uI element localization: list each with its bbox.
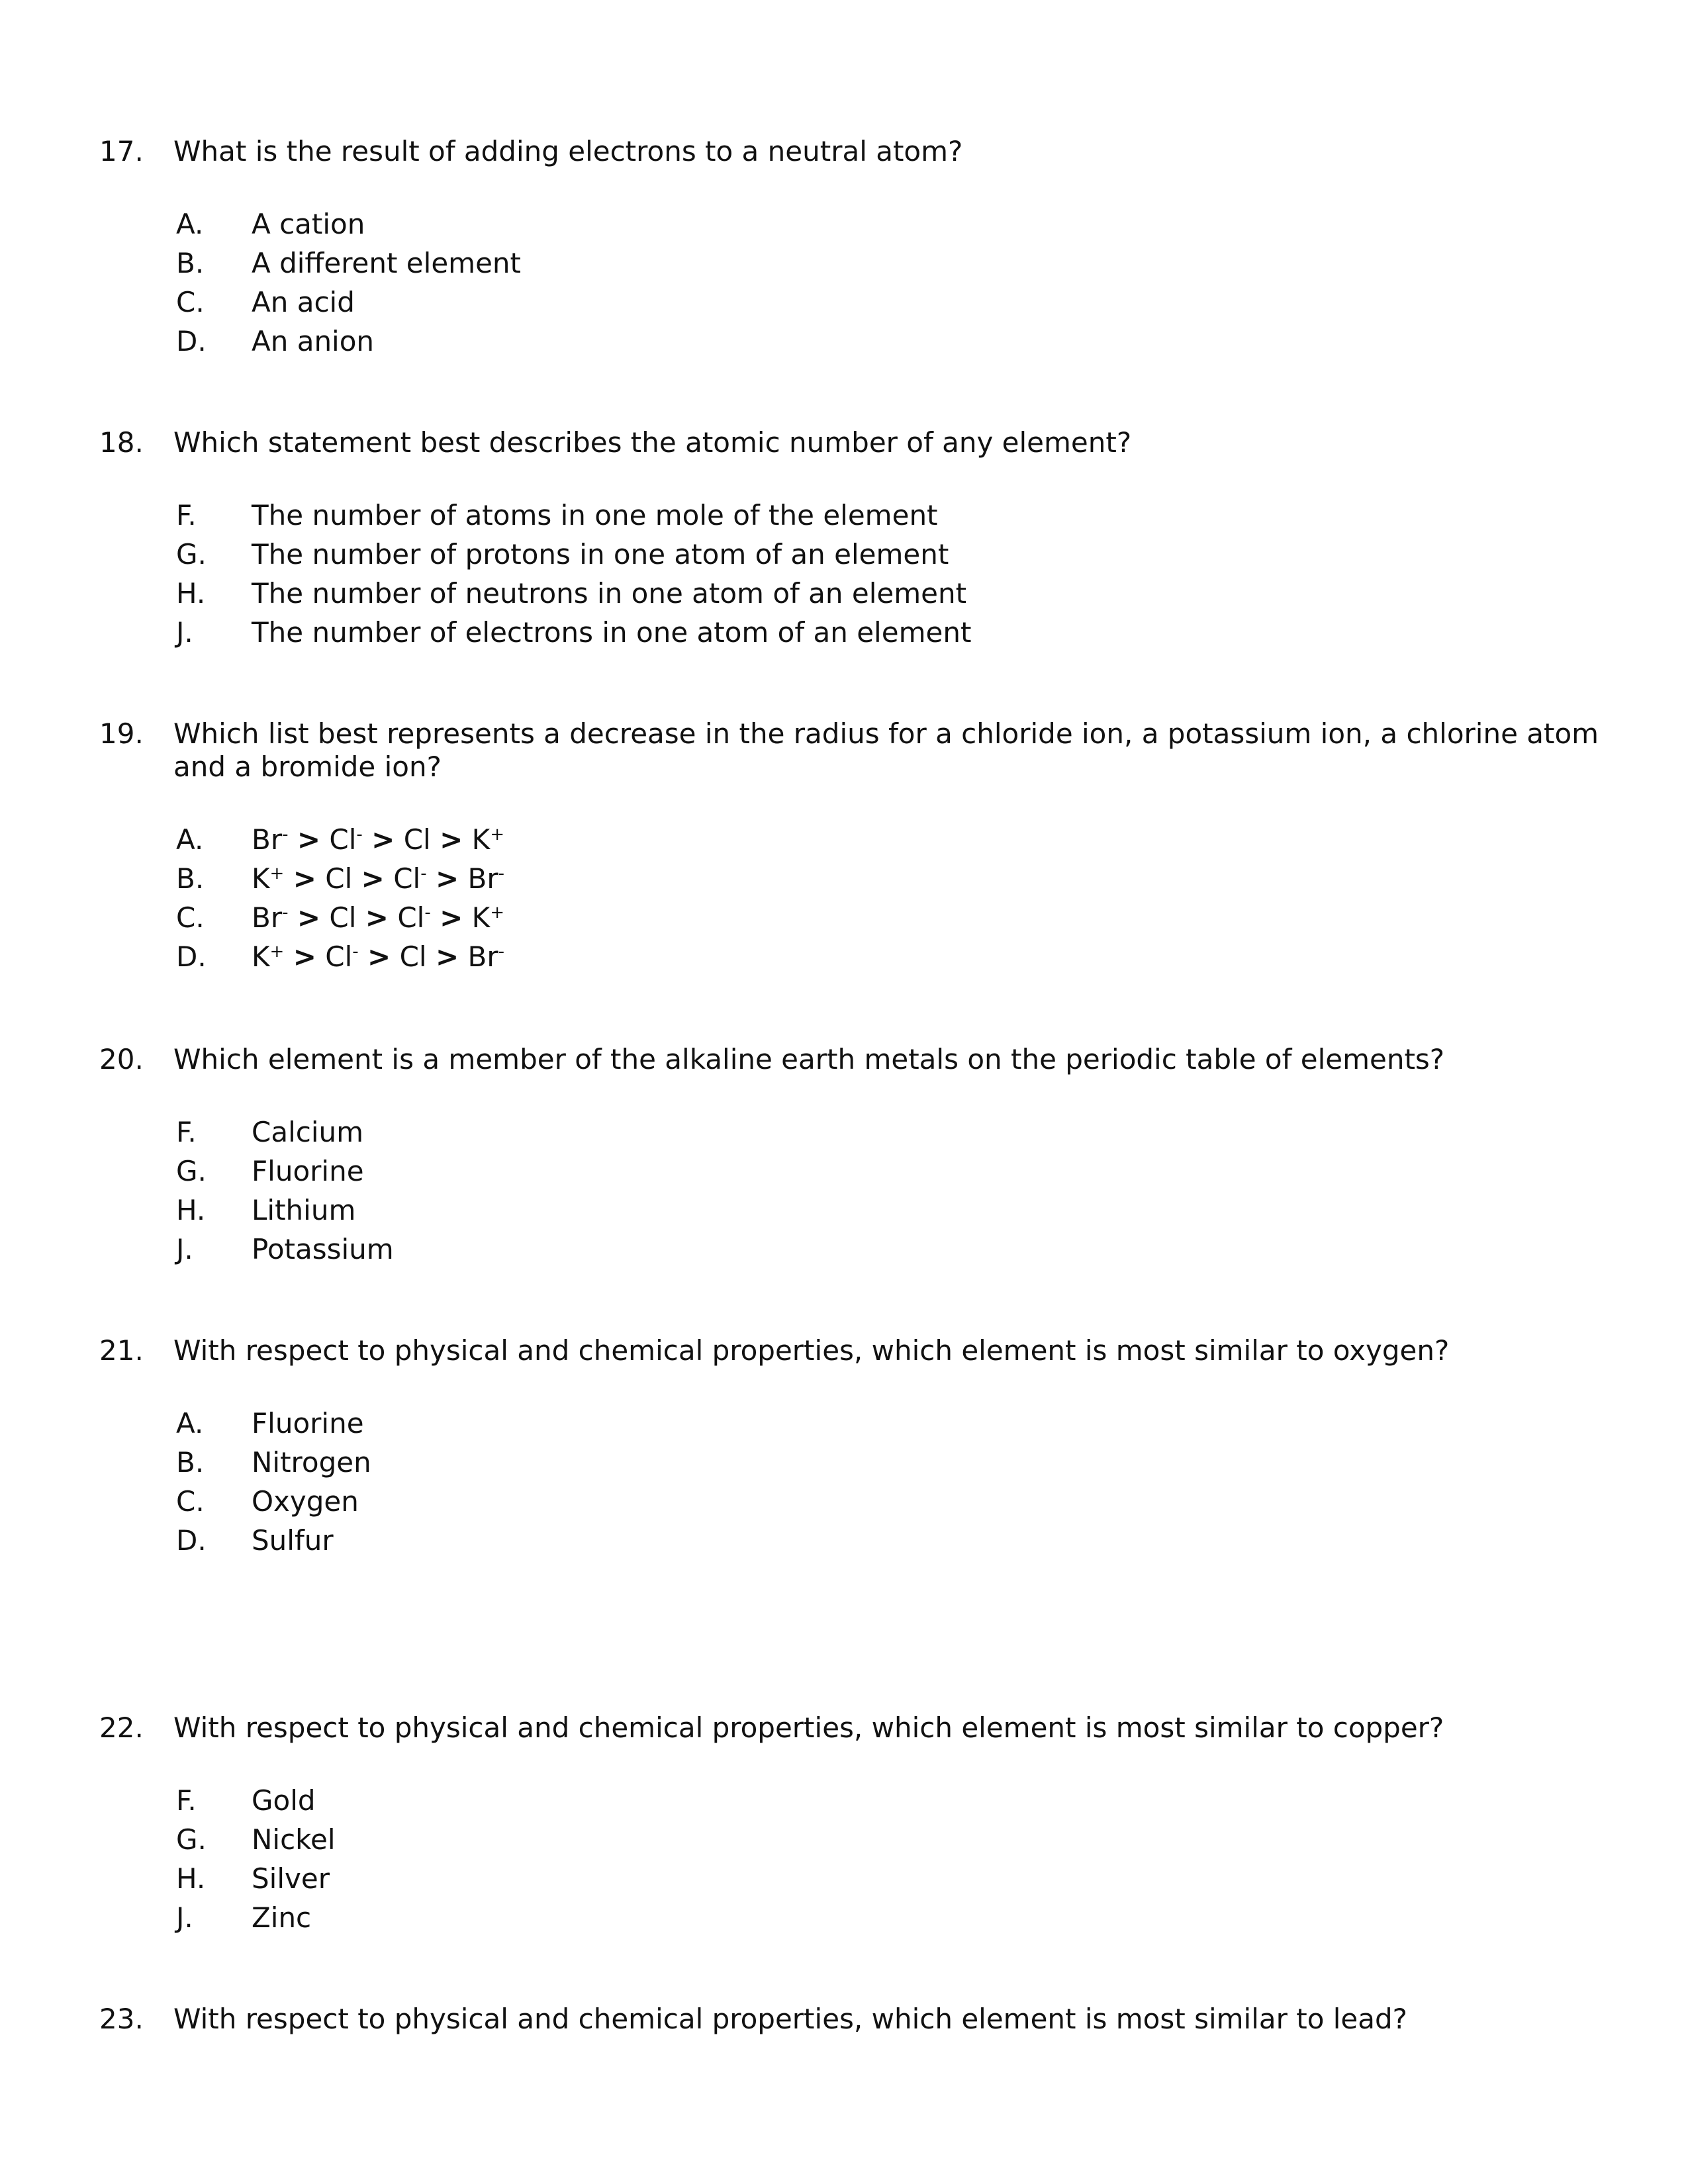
bromide-symbol: Br bbox=[467, 940, 498, 973]
question-number: 23. bbox=[99, 2003, 144, 2035]
question-text: Which statement best describes the atomic number of any element? bbox=[173, 426, 1132, 459]
answer-options bbox=[0, 823, 1688, 979]
greater-than: > bbox=[365, 901, 389, 934]
option-letter: B. bbox=[176, 247, 205, 279]
chloride-symbol: Cl bbox=[325, 940, 353, 973]
option-text: Fluorine bbox=[252, 1155, 364, 1187]
greater-than: > bbox=[297, 823, 321, 856]
question-number: 17. bbox=[99, 135, 144, 167]
option-letter: D. bbox=[176, 325, 207, 357]
option-letter: C. bbox=[176, 286, 205, 318]
option-text bbox=[252, 862, 504, 895]
option-text bbox=[252, 823, 504, 856]
option-letter: D. bbox=[176, 1524, 207, 1557]
question-stem bbox=[0, 717, 1688, 784]
option-text: The number of atoms in one mole of the element bbox=[252, 499, 938, 531]
answer-option[interactable] bbox=[0, 1446, 1688, 1485]
question-text: With respect to physical and chemical properties, which element is most similar to copper? bbox=[173, 1711, 1444, 1744]
greater-than: > bbox=[297, 901, 321, 934]
option-letter: J. bbox=[176, 1901, 193, 1934]
option-text: The number of neutrons in one atom of an element bbox=[252, 577, 967, 610]
option-text: Lithium bbox=[252, 1194, 356, 1226]
option-text: An acid bbox=[252, 286, 355, 318]
question-text: Which element is a member of the alkaline earth metals on the periodic table of elements? bbox=[173, 1043, 1445, 1075]
answer-option[interactable] bbox=[0, 1862, 1688, 1901]
charge-minus: - bbox=[420, 864, 427, 884]
option-letter: F. bbox=[176, 499, 197, 531]
answer-option[interactable] bbox=[0, 862, 1688, 901]
answer-option[interactable] bbox=[0, 1407, 1688, 1446]
answer-option[interactable] bbox=[0, 1194, 1688, 1233]
charge-minus: - bbox=[498, 942, 504, 962]
option-text: The number of protons in one atom of an element bbox=[252, 538, 949, 570]
chloride-symbol: Cl bbox=[397, 901, 425, 934]
charge-minus: - bbox=[282, 825, 289, 844]
question-text: With respect to physical and chemical properties, which element is most similar to lead? bbox=[173, 2003, 1407, 2035]
chloride-symbol: Cl bbox=[393, 862, 421, 895]
option-letter: G. bbox=[176, 1155, 207, 1187]
greater-than: > bbox=[435, 940, 459, 973]
option-letter: F. bbox=[176, 1784, 197, 1817]
option-letter: G. bbox=[176, 1823, 207, 1856]
option-text: Nitrogen bbox=[252, 1446, 371, 1479]
chlorine-symbol: Cl bbox=[325, 862, 353, 895]
charge-plus: + bbox=[490, 825, 504, 844]
answer-option[interactable] bbox=[0, 208, 1688, 247]
option-text: Nickel bbox=[252, 1823, 336, 1856]
answer-option[interactable] bbox=[0, 1233, 1688, 1272]
charge-minus: - bbox=[498, 864, 504, 884]
answer-option[interactable] bbox=[0, 1116, 1688, 1155]
option-letter: D. bbox=[176, 940, 207, 973]
option-text bbox=[252, 940, 504, 974]
question-number: 20. bbox=[99, 1043, 144, 1075]
answer-option[interactable] bbox=[0, 823, 1688, 862]
option-text: A cation bbox=[252, 208, 365, 240]
chlorine-symbol: Cl bbox=[403, 823, 431, 856]
charge-minus: - bbox=[424, 903, 431, 923]
option-text: The number of electrons in one atom of an element bbox=[252, 616, 972, 649]
answer-option[interactable] bbox=[0, 940, 1688, 979]
option-letter: A. bbox=[176, 1407, 204, 1439]
option-letter: H. bbox=[176, 1862, 206, 1895]
option-text: Potassium bbox=[252, 1233, 394, 1265]
option-text: Gold bbox=[252, 1784, 316, 1817]
option-letter: B. bbox=[176, 1446, 205, 1479]
greater-than: > bbox=[435, 862, 459, 895]
potassium-symbol: K bbox=[252, 940, 270, 973]
greater-than: > bbox=[440, 901, 463, 934]
charge-plus: + bbox=[269, 942, 285, 962]
greater-than: > bbox=[367, 940, 391, 973]
question-number: 19. bbox=[99, 717, 144, 750]
greater-than: > bbox=[371, 823, 395, 856]
potassium-symbol: K bbox=[471, 823, 491, 856]
answer-option[interactable] bbox=[0, 1823, 1688, 1862]
question-number: 21. bbox=[99, 1334, 144, 1367]
answer-option[interactable] bbox=[0, 1901, 1688, 1940]
question-number: 22. bbox=[99, 1711, 144, 1744]
answer-option[interactable] bbox=[0, 325, 1688, 364]
charge-plus: + bbox=[269, 864, 285, 884]
bromide-symbol: Br bbox=[252, 901, 283, 934]
question-19 bbox=[0, 717, 1688, 973]
question-text: What is the result of adding electrons to a neutral atom? bbox=[173, 135, 963, 167]
option-text: Silver bbox=[252, 1862, 330, 1895]
answer-option[interactable] bbox=[0, 901, 1688, 940]
greater-than: > bbox=[440, 823, 463, 856]
answer-options bbox=[0, 499, 1688, 655]
chloride-symbol: Cl bbox=[329, 823, 357, 856]
answer-option[interactable] bbox=[0, 247, 1688, 286]
option-letter: B. bbox=[176, 862, 205, 895]
option-letter: G. bbox=[176, 538, 207, 570]
option-text: Zinc bbox=[252, 1901, 312, 1934]
greater-than: > bbox=[293, 940, 316, 973]
potassium-symbol: K bbox=[471, 901, 491, 934]
option-letter: J. bbox=[176, 616, 193, 649]
option-letter: H. bbox=[176, 577, 206, 610]
answer-option[interactable] bbox=[0, 616, 1688, 655]
option-text: Calcium bbox=[252, 1116, 364, 1148]
question-text bbox=[173, 717, 1603, 784]
option-text: Fluorine bbox=[252, 1407, 364, 1439]
option-letter: F. bbox=[176, 1116, 197, 1148]
charge-plus: + bbox=[490, 903, 504, 923]
option-text: An anion bbox=[252, 325, 375, 357]
question-number: 18. bbox=[99, 426, 144, 459]
option-text: Sulfur bbox=[252, 1524, 334, 1557]
greater-than: > bbox=[361, 862, 385, 895]
option-letter: C. bbox=[176, 901, 205, 934]
option-letter: C. bbox=[176, 1485, 205, 1518]
option-letter: H. bbox=[176, 1194, 206, 1226]
answer-option[interactable] bbox=[0, 286, 1688, 325]
answer-option[interactable] bbox=[0, 499, 1688, 538]
answer-option[interactable] bbox=[0, 1485, 1688, 1524]
answer-option[interactable] bbox=[0, 577, 1688, 616]
question-text-line-2: and a bromide ion? bbox=[173, 751, 442, 783]
answer-options bbox=[0, 1407, 1688, 1563]
option-letter: A. bbox=[176, 208, 204, 240]
charge-minus: - bbox=[282, 903, 289, 923]
greater-than: > bbox=[293, 862, 316, 895]
answer-option[interactable] bbox=[0, 538, 1688, 577]
potassium-symbol: K bbox=[252, 862, 270, 895]
chlorine-symbol: Cl bbox=[399, 940, 427, 973]
option-text: A different element bbox=[252, 247, 521, 279]
option-text bbox=[252, 901, 504, 934]
option-letter: A. bbox=[176, 823, 204, 856]
answer-options bbox=[0, 208, 1688, 364]
answer-options bbox=[0, 1116, 1688, 1272]
charge-minus: - bbox=[352, 942, 359, 962]
question-text-line-1: Which list best represents a decrease in the radius for a chloride ion, a potassium ion, a chlorine atom bbox=[173, 717, 1599, 750]
answer-option[interactable] bbox=[0, 1784, 1688, 1823]
bromide-symbol: Br bbox=[252, 823, 283, 856]
chlorine-symbol: Cl bbox=[329, 901, 357, 934]
charge-minus: - bbox=[356, 825, 363, 844]
bromide-symbol: Br bbox=[467, 862, 498, 895]
option-text: Oxygen bbox=[252, 1485, 359, 1518]
answer-option[interactable] bbox=[0, 1524, 1688, 1563]
option-letter: J. bbox=[176, 1233, 193, 1265]
question-text: With respect to physical and chemical properties, which element is most similar to oxygen? bbox=[173, 1334, 1450, 1367]
answer-options bbox=[0, 1784, 1688, 1940]
answer-option[interactable] bbox=[0, 1155, 1688, 1194]
